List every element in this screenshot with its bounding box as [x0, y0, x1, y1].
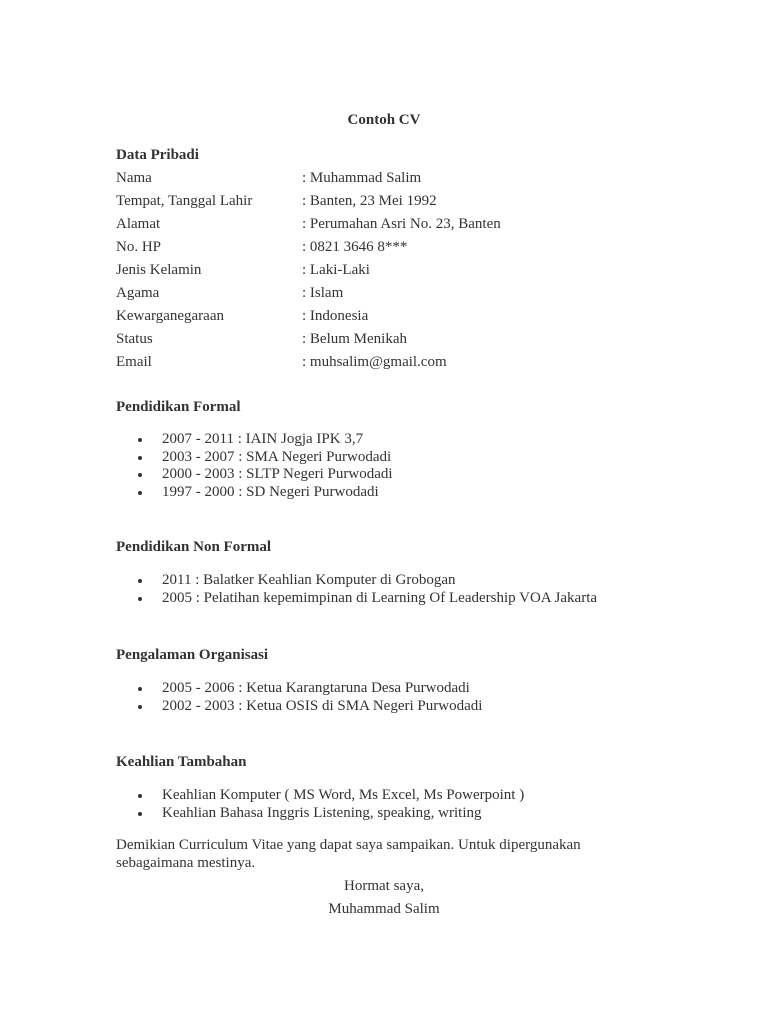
bullet-icon	[138, 794, 142, 798]
list-item-text: 2003 - 2007 : SMA Negeri Purwodadi	[162, 448, 392, 465]
info-separator: :	[302, 285, 310, 301]
info-label: Kewarganegaraan	[116, 308, 224, 324]
bullet-icon	[138, 597, 142, 601]
info-value: Belum Menikah	[309, 331, 407, 347]
info-label: Nama	[116, 170, 152, 186]
info-row-kewarganegaraan	[116, 305, 501, 328]
info-value: Indonesia	[309, 308, 369, 324]
info-value: Muhammad Salim	[309, 170, 422, 186]
info-separator: :	[302, 170, 310, 186]
section-heading-keahlian-tambahan: Keahlian Tambahan	[116, 754, 247, 770]
info-separator: :	[302, 354, 310, 370]
info-row-tempat-tanggal-lahir	[116, 190, 501, 213]
bullet-icon	[138, 473, 142, 477]
bullet-icon	[138, 687, 142, 691]
bullet-icon	[138, 456, 142, 460]
info-value: Laki-Laki	[309, 262, 370, 278]
list-item	[138, 590, 597, 608]
list-item-text: Keahlian Komputer ( MS Word, Ms Excel, Ms Powerpoint )	[162, 787, 525, 803]
info-value: Perumahan Asri No. 23, Banten	[309, 216, 501, 232]
list-item	[138, 787, 524, 805]
list-item	[138, 680, 482, 698]
info-label: Jenis Kelamin	[116, 262, 202, 278]
section-heading-pendidikan-formal: Pendidikan Formal	[116, 399, 241, 415]
list-item-text: 2007 - 2011 : IAIN Jogja IPK 3,7	[162, 431, 364, 447]
info-row-agama	[116, 282, 501, 305]
info-row-status	[116, 328, 501, 351]
section-heading-pendidikan-non-formal: Pendidikan Non Formal	[116, 539, 272, 555]
info-separator: :	[302, 193, 310, 209]
signature-name: Muhammad Salim	[328, 901, 440, 917]
list-item	[138, 484, 393, 502]
pengalaman-organisasi-list	[138, 680, 482, 715]
info-label: Agama	[116, 285, 160, 301]
info-value: Islam	[309, 285, 344, 301]
pendidikan-non-formal-list	[138, 572, 597, 607]
list-item	[138, 572, 597, 590]
list-item-text: Keahlian Bahasa Inggris Listening, speaking, writing	[162, 804, 482, 821]
bullet-icon	[138, 491, 142, 495]
info-row-alamat	[116, 213, 501, 236]
info-value: muhsalim@gmail.com	[309, 354, 447, 370]
personal-info-table	[116, 167, 501, 374]
info-row-no-hp	[116, 236, 501, 259]
info-label: No. HP	[116, 239, 162, 255]
info-label: Status	[116, 331, 153, 347]
list-item-text: 1997 - 2000 : SD Negeri Purwodadi	[162, 483, 379, 500]
keahlian-tambahan-list	[138, 787, 524, 822]
info-value: 0821 3646 8***	[309, 239, 408, 255]
list-item	[138, 431, 393, 449]
closing-paragraph: Demikian Curriculum Vitae yang dapat saya sampaikan. Untuk dipergunakan sebagaimana mestinya.	[116, 837, 581, 871]
info-separator: :	[302, 331, 310, 347]
info-separator: :	[302, 308, 310, 324]
bullet-icon	[138, 579, 142, 583]
info-row-email	[116, 351, 501, 374]
list-item	[138, 805, 524, 823]
section-heading-data-pribadi: Data Pribadi	[116, 147, 199, 163]
bullet-icon	[138, 438, 142, 442]
bullet-icon	[138, 705, 142, 709]
list-item-text: 2005 : Pelatihan kepemimpinan di Learning Of Leadership VOA Jakarta	[162, 589, 598, 606]
list-item	[138, 466, 393, 484]
info-row-jenis-kelamin	[116, 259, 501, 282]
info-label: Alamat	[116, 216, 161, 232]
list-item-text: 2011 : Balatker Keahlian Komputer di Grobogan	[162, 572, 456, 588]
salutation: Hormat saya,	[344, 878, 424, 894]
list-item-text: 2000 - 2003 : SLTP Negeri Purwodadi	[162, 466, 393, 482]
list-item	[138, 698, 482, 716]
info-label: Email	[116, 354, 152, 370]
info-value: Banten, 23 Mei 1992	[309, 193, 437, 209]
page-title: Contoh CV	[347, 112, 421, 128]
info-separator: :	[302, 216, 310, 232]
list-item-text: 2002 - 2003 : Ketua OSIS di SMA Negeri Purwodadi	[162, 697, 483, 714]
info-separator: :	[302, 239, 310, 255]
list-item-text: 2005 - 2006 : Ketua Karangtaruna Desa Purwodadi	[162, 680, 470, 696]
info-row-nama	[116, 167, 501, 190]
info-separator: :	[302, 262, 310, 278]
bullet-icon	[138, 812, 142, 816]
info-label: Tempat, Tanggal Lahir	[116, 193, 253, 209]
list-item	[138, 449, 393, 467]
pendidikan-formal-list	[138, 431, 393, 501]
section-heading-pengalaman-organisasi: Pengalaman Organisasi	[116, 647, 269, 663]
